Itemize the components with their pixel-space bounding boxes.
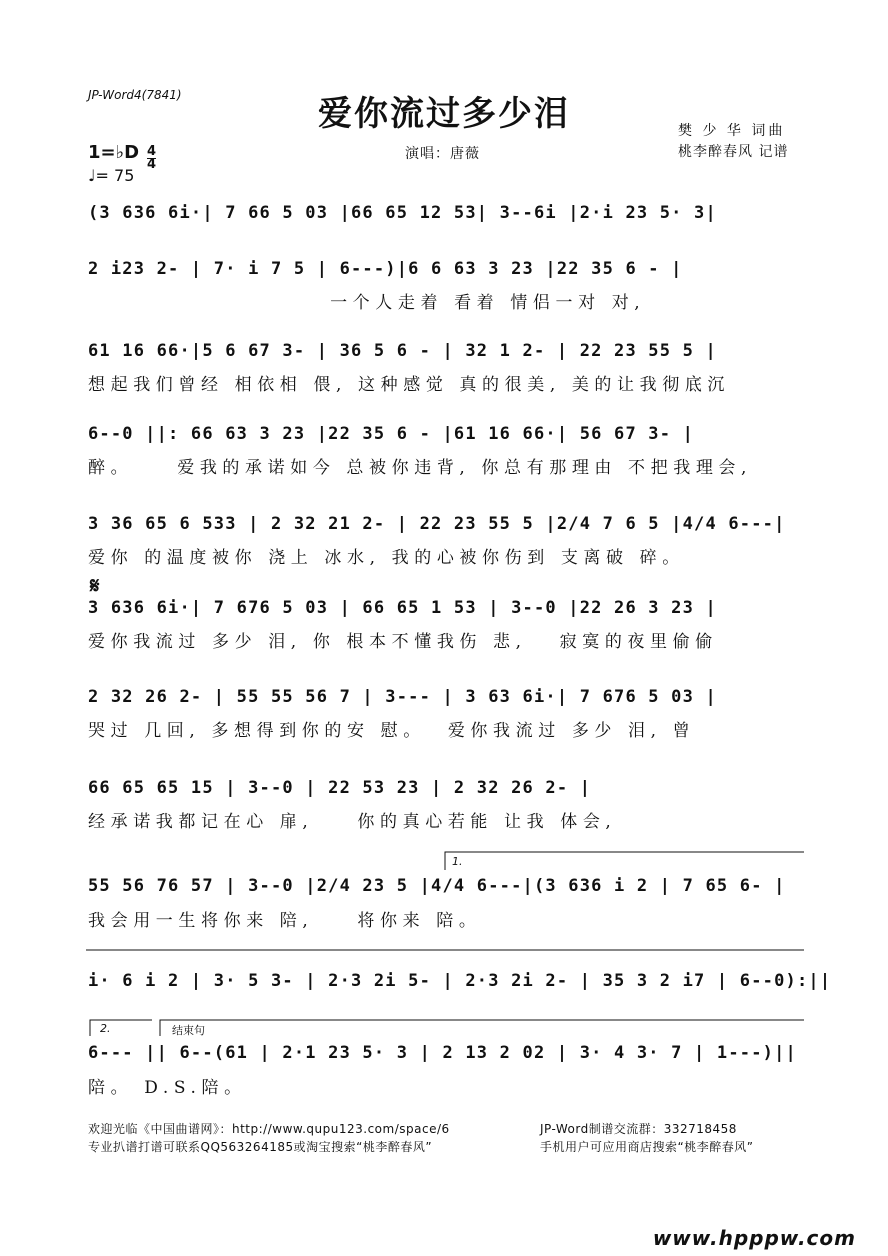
lyricist-composer-credit: 樊 少 华 词曲 xyxy=(678,123,786,139)
segno-sign: 𝄋 xyxy=(90,574,100,599)
footer-right-line-2: 手机用户可应用商店搜索“桃李醉春风” xyxy=(540,1140,754,1154)
volta-2-bracket xyxy=(90,1020,152,1036)
lyric-line-4: 醉。 爱我的承诺如今 总被你违背, 你总有那理由 不把我理会, xyxy=(88,458,753,478)
lyric-line-9: 我会用一生将你来 陪, 将你来 陪。 xyxy=(88,911,482,931)
notation-line-10: i· 6 i 2 | 3· 5 3- | 2·3 2i 5- | 2·3 2i 2- | 35 3 2 i7 | 6--0):|| xyxy=(88,971,832,991)
page-title: 爱你流过多少泪 xyxy=(318,94,570,134)
notation-line-6: 3 636 6i·| 7 676 5 03 | 66 65 1 53 | 3--0 |22 26 3 23 | xyxy=(88,598,717,618)
transcriber-credit: 桃李醉春风 记谱 xyxy=(678,144,789,160)
volta-1-bracket xyxy=(445,852,804,870)
lyric-line-6: 爱你我流过 多少 泪, 你 根本不懂我伤 悲, 寂寞的夜里偷偷 xyxy=(88,632,718,652)
version-tag: JP-Word4(7841) xyxy=(88,88,182,102)
notation-line-8: 66 65 65 15 | 3--0 | 22 53 23 | 2 32 26 2- | xyxy=(88,778,592,798)
notation-line-4: 6--0 ||: 66 63 3 23 |22 35 6 - |61 16 66·| 56 67 3- | xyxy=(88,424,695,444)
notation-line-9: 55 56 76 57 | 3--0 |2/4 23 5 |4/4 6---|(3 636 i 2 | 7 65 6- | xyxy=(88,876,786,896)
notation-line-5: 3 36 65 6 533 | 2 32 21 2- | 22 23 55 5 |2/4 7 6 5 |4/4 6---| xyxy=(88,514,786,534)
time-signature-top: 4 xyxy=(147,144,157,159)
singer-credit: 演唱：唐薇 xyxy=(405,146,480,162)
coda-bracket xyxy=(160,1020,804,1036)
notation-line-1: (3 636 6i·| 7 66 5 03 |66 65 12 53| 3--6i |2·i 23 5· 3| xyxy=(88,203,717,223)
coda-label: 结束句 xyxy=(172,1024,205,1037)
lyric-line-8: 经承诺我都记在心 扉, 你的真心若能 让我 体会, xyxy=(88,812,617,832)
notation-line-11: 6--- || 6--(61 | 2·1 23 5· 3 | 2 13 2 02 | 3· 4 3· 7 | 1---)|| xyxy=(88,1043,797,1063)
notation-line-3: 61 16 66·|5 6 67 3- | 36 5 6 - | 32 1 2- | 22 23 55 5 | xyxy=(88,341,717,361)
lyric-line-3: 想起我们曾经 相依相 偎, 这种感觉 真的很美, 美的让我彻底沉 xyxy=(88,375,731,395)
tempo-marking: ♩= 75 xyxy=(88,166,135,185)
lyric-line-7: 哭过 几回, 多想得到你的安 慰。 爱你我流过 多少 泪, 曾 xyxy=(88,721,696,741)
notation-line-2: 2 i23 2- | 7· i 7 5 | 6---)|6 6 63 3 23 |22 35 6 - | xyxy=(88,259,683,279)
lyric-line-11: 陪。 D.S.陪。 xyxy=(88,1078,247,1098)
notation-line-7: 2 32 26 2- | 55 55 56 7 | 3--- | 3 63 6i·| 7 676 5 03 | xyxy=(88,687,717,707)
volta-2-label: 2. xyxy=(100,1022,111,1035)
footer-left-line-2: 专业扒谱打谱可联系QQ563264185或淘宝搜索“桃李醉春风” xyxy=(88,1140,433,1154)
site-watermark: www.hpppw.com xyxy=(652,1226,856,1250)
footer-right-line-1: JP-Word制谱交流群：332718458 xyxy=(540,1122,737,1136)
footer-left-line-1: 欢迎光临《中国曲谱网》：http://www.qupu123.com/space/6 xyxy=(88,1122,450,1136)
lyric-line-5: 爱你 的温度被你 浇上 冰水, 我的心被你伤到 支离破 碎。 xyxy=(88,548,685,568)
key-signature: 1=♭D xyxy=(88,142,140,163)
volta-1-label: 1. xyxy=(452,855,463,868)
lyric-line-2: 一个人走着 看着 情侣一对 对, xyxy=(88,293,646,313)
time-signature-bottom: 4 xyxy=(147,157,157,172)
